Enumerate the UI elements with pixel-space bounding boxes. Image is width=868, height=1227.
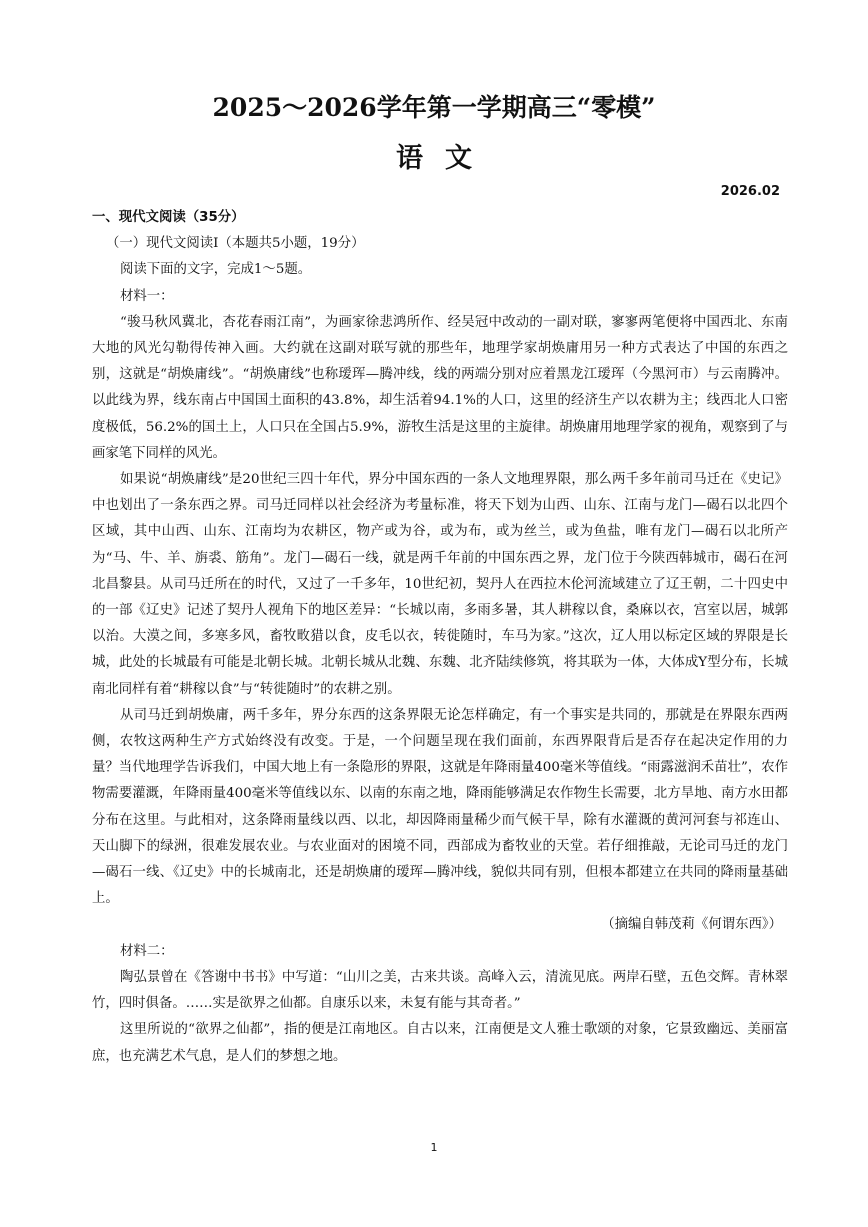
paragraph: 陶弘景曾在《答谢中书书》中写道：“山川之美，古来共谈。高峰入云，清流见底。两岸石壁，五色交辉。青林翠竹，四时俱备。……实是欲界之仙都。自康乐以来，未复有能与其奇者。” <box>92 969 788 1012</box>
subsection-heading: （一）现代文阅读Ⅰ（本题共5小题，19分） <box>106 236 365 252</box>
paragraph: 从司马迁到胡焕庸，两千多年，界分东西的这条界限无论怎样确定，有一个事实是共同的，那就是在界限东西两侧，农牧这两种生产方式始终没有改变。于是，一个问题呈现在我们面前，东西界限背后是否存在起决定作用的力量？当代地理学告诉我们，中国大地上有一条隐形的界限，这就是年降雨量400毫米等值线。“雨露滋润禾苗壮”，农作物需要灌溉，年降雨量400毫米等值线以东、以南的东南之地，降雨能够满足农作物生长需要，北方旱地、南方水田都分布在这里。与此相对，这条降雨量线以西、以北，却因降雨量稀少而气候干旱，除有水灌溉的黄河河套与祁连山、天山脚下的绿洲，很难发展农业。与农业面对的困境不同，西部成为畜牧业的天堂。若仔细推敲，无论司马迁的龙门—碣石一线、《辽史》中的长城南北，还是胡焕庸的瑷珲—腾冲线，貌似共同有别，但根本都建立在共同的降雨量基础上。 <box>92 707 788 907</box>
subject-title: 语文 <box>396 143 494 174</box>
instruction-text: 阅读下面的文字，完成1～5题。 <box>120 262 312 278</box>
material-label: 材料一： <box>120 288 174 304</box>
paragraph: “骏马秋风冀北，杏花春雨江南”，为画家徐悲鸿所作、经吴冠中改动的一副对联，寥寥两笔便将中国西北、东南大地的风光勾勒得传神入画。大约就在这副对联写就的那些年，地理学家胡焕庸用另一种方式表达了中国的东西之别，这就是“胡焕庸线”。“胡焕庸线”也称瑷珲—腾冲线，线的两端分别对应着黑龙江瑷珲（今黑河市）与云南腾冲。以此线为界，线东南占中国国土面积的43.8%，却生活着94.1%的人口，这里的经济生产以农耕为主；线西北人口密度极低，56.2%的国土上，人口只在全国占5.9%，游牧生活是这里的主旋律。胡焕庸用地理学家的视角，观察到了与画家笔下同样的风光。 <box>92 314 788 461</box>
paragraph: 这里所说的“欲界之仙都”，指的便是江南地区。自古以来，江南便是文人雅士歌颂的对象，它景致幽远、美丽富庶，也充满艺术气息，是人们的梦想之地。 <box>92 1022 788 1064</box>
exam-body <box>92 205 788 1070</box>
page-number: 1 <box>430 1141 438 1154</box>
exam-date: 2026.02 <box>720 184 780 199</box>
section-heading: 一、现代文阅读（35分） <box>92 210 245 225</box>
source-citation: （摘编自韩茂莉《何谓东西》） <box>601 917 782 933</box>
material-label: 材料二： <box>120 943 174 959</box>
paragraph: 如果说“胡焕庸线”是20世纪三四十年代，界分中国东西的一条人文地理界限，那么两千多年前司马迁在《史记》中也划出了一条东西之界。司马迁同样以社会经济为考量标准，将天下划为山西、山东、江南与龙门—碣石以北四个区域，其中山西、山东、江南均为农耕区，物产或为谷，或为布，或为丝兰，或为鱼盐，唯有龙门—碣石以北所产为“马、牛、羊、旃裘、筋角”。龙门—碣石一线，就是两千年前的中国东西之界，龙门位于今陕西韩城市，碣石在河北昌黎县。从司马迁所在的时代，又过了一千多年，10世纪初，契丹人在西拉木伦河流域建立了辽王朝，二十四史中的一部《辽史》记述了契丹人视角下的地区差异：“长城以南，多雨多暑，其人耕稼以食，桑麻以衣，宫室以居，城郭以治。大漠之间，多寒多风，畜牧畋猎以食，皮毛以衣，转徙随时，车马为家。”这次，辽人用以标定区域的界限是长城，此处的长城最有可能是北朝长城。北朝长城从北魏、东魏、北齐陆续修筑，将其联为一体，大体成Y型分布，长城南北同样有着“耕稼以食”与“转徙随时”的农耕之别。 <box>92 472 788 697</box>
exam-title: 2025～2026学年第一学期高三“零模” <box>212 93 656 122</box>
